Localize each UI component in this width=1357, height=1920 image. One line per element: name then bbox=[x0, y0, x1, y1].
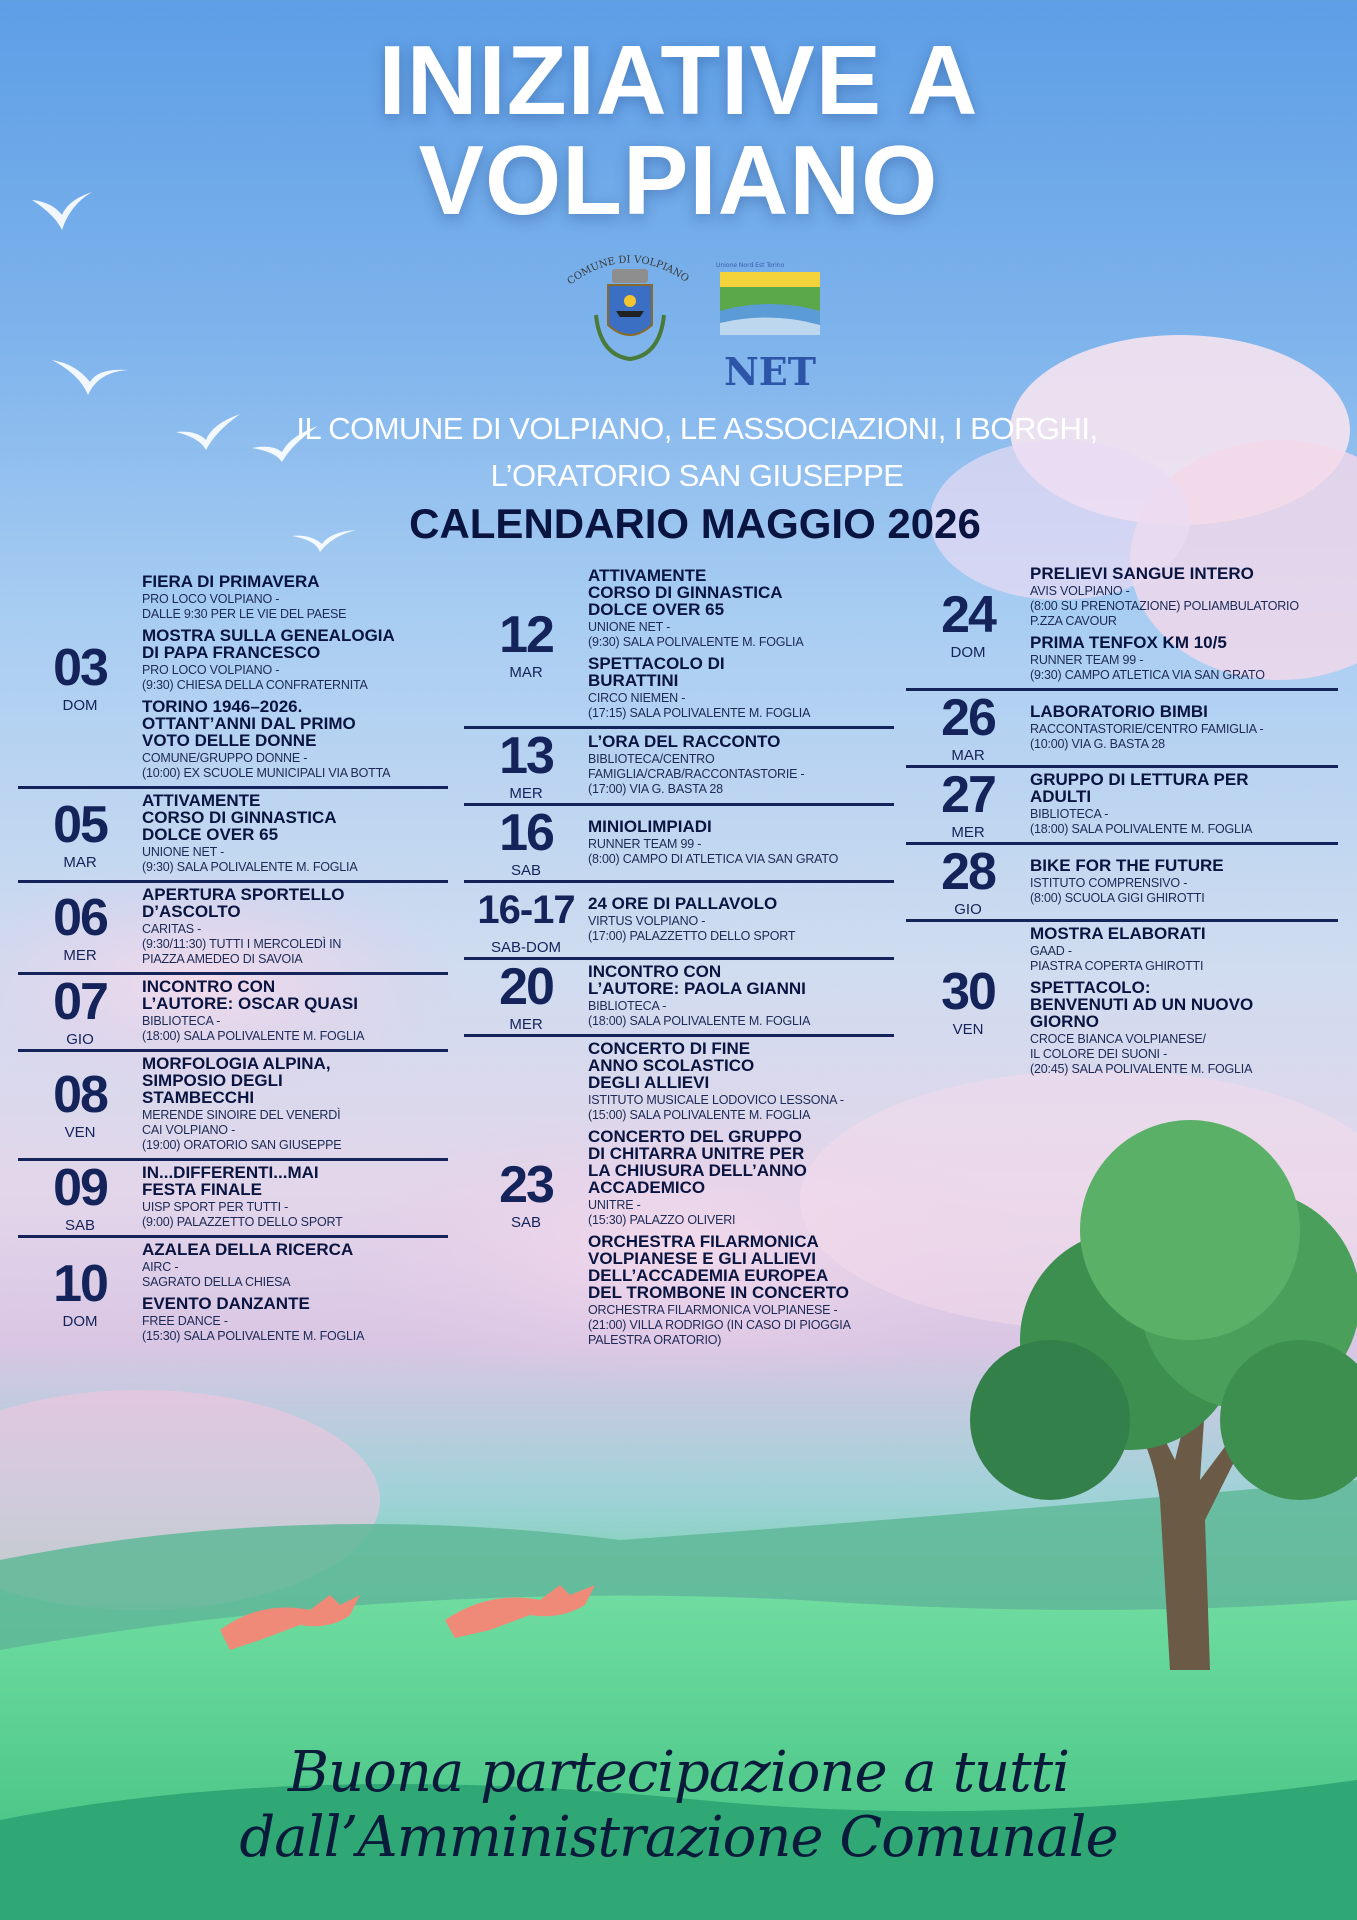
date-badge bbox=[906, 691, 1030, 765]
event-title: INCONTRO CON L’AUTORE: PAOLA GIANNI bbox=[588, 962, 806, 998]
day-number: 26 bbox=[941, 689, 995, 747]
day-of-week: MER bbox=[509, 785, 543, 802]
day-block bbox=[906, 562, 1338, 688]
day-block bbox=[906, 765, 1338, 842]
event-item bbox=[588, 733, 894, 797]
event-title: MOSTRA ELABORATI bbox=[1030, 924, 1206, 943]
day-of-week: MER bbox=[63, 946, 97, 964]
day-of-week: SAB-DOM bbox=[490, 939, 561, 956]
day-block bbox=[18, 570, 448, 786]
day-number: 27 bbox=[941, 766, 995, 824]
event-title: CONCERTO DEL GRUPPO DI CHITARRA UNITRE PER LA CHIUSURA DELL’ANNO ACCADEMICO bbox=[588, 1127, 807, 1197]
event-detail: PIASTRA COPERTA GHIROTTI bbox=[1030, 959, 1204, 973]
event-organizer: BIBLIOTECA/CENTRO bbox=[588, 752, 715, 766]
footer-message: Buona partecipazione a tutti dall’Amministrazione Comunale bbox=[239, 1740, 1118, 1870]
day-number: 30 bbox=[941, 963, 995, 1021]
day-block bbox=[18, 972, 448, 1049]
event-item bbox=[142, 698, 448, 781]
event-detail: (15:30) PALAZZO OLIVERI bbox=[588, 1213, 736, 1227]
event-organizer: BIBLIOTECA - bbox=[588, 999, 667, 1013]
date-badge bbox=[18, 1161, 142, 1235]
event-title: BIKE FOR THE FUTURE bbox=[1030, 855, 1224, 875]
day-number: 10 bbox=[53, 1254, 107, 1313]
event-detail: (8:00) SCUOLA GIGI GHIROTTI bbox=[1030, 890, 1205, 905]
event-item bbox=[142, 1241, 448, 1290]
event-list bbox=[588, 815, 894, 872]
date-badge bbox=[464, 960, 588, 1034]
event-item bbox=[1030, 634, 1338, 683]
event-organizer: COMUNE/GRUPPO DONNE - bbox=[142, 751, 308, 765]
event-organizer: CIRCO NIEMEN - bbox=[588, 691, 686, 705]
event-detail: (15:30) SALA POLIVALENTE M. FOGLIA bbox=[142, 1329, 365, 1343]
date-badge bbox=[18, 795, 142, 872]
day-block bbox=[18, 786, 448, 880]
event-item bbox=[142, 978, 448, 1044]
event-organizer: ORCHESTRA FILARMONICA VOLPIANESE - bbox=[588, 1303, 838, 1317]
calendar-column-3 bbox=[906, 562, 1338, 1082]
day-number: 23 bbox=[499, 1156, 553, 1214]
date-badge bbox=[464, 729, 588, 803]
event-title: AZALEA DELLA RICERCA bbox=[142, 1240, 354, 1259]
event-title: 24 ORE DI PALLAVOLO bbox=[588, 893, 778, 913]
event-title: INCONTRO CON L’AUTORE: OSCAR QUASI bbox=[142, 977, 358, 1013]
calendar-column-2 bbox=[464, 564, 894, 1353]
event-list bbox=[1030, 768, 1338, 842]
day-of-week: DOM bbox=[950, 644, 986, 661]
day-block bbox=[18, 1235, 448, 1349]
event-title: GRUPPO DI LETTURA PER ADULTI bbox=[1030, 770, 1249, 806]
event-organizer: UISP SPORT PER TUTTI - bbox=[142, 1200, 289, 1214]
subtitle-line-2: L’ORATORIO SAN GIUSEPPE bbox=[490, 458, 904, 493]
event-detail: (18:00) SALA POLIVALENTE M. FOGLIA bbox=[1030, 822, 1253, 836]
day-of-week: SAB bbox=[510, 1214, 541, 1231]
day-number: 16-17 bbox=[477, 888, 575, 932]
day-number: 13 bbox=[499, 727, 553, 785]
day-block bbox=[464, 1034, 894, 1353]
date-badge bbox=[464, 806, 588, 880]
day-block bbox=[18, 880, 448, 972]
event-organizer: PRO LOCO VOLPIANO - bbox=[142, 592, 280, 606]
subtitle-line-1: IL COMUNE DI VOLPIANO, LE ASSOCIAZIONI, I BORGHI, bbox=[296, 411, 1098, 446]
event-item bbox=[588, 1040, 894, 1123]
event-detail: FAMIGLIA/CRAB/RACCONTASTORIE - (17:00) VIA G. BASTA 28 bbox=[588, 767, 805, 796]
comune-crest-icon bbox=[565, 254, 690, 359]
comune-logo-label: COMUNE DI VOLPIANO bbox=[565, 254, 691, 288]
day-block bbox=[906, 919, 1338, 1082]
event-item bbox=[588, 567, 894, 650]
event-title: ATTIVAMENTE CORSO DI GINNASTICA DOLCE OVER 65 bbox=[142, 791, 337, 844]
logos bbox=[560, 245, 830, 395]
event-organizer: MERENDE SINOIRE DEL VENERDÌ bbox=[142, 1108, 341, 1122]
event-title: SPETTACOLO: BENVENUTI AD UN NUOVO GIORNO bbox=[1030, 978, 1254, 1031]
event-item bbox=[588, 655, 894, 721]
event-title: APERTURA SPORTELLO D’ASCOLTO bbox=[142, 885, 345, 921]
event-title: ATTIVAMENTE CORSO DI GINNASTICA DOLCE OVER 65 bbox=[588, 566, 783, 619]
day-number: 09 bbox=[53, 1159, 107, 1217]
event-organizer: CARITAS - bbox=[142, 922, 202, 936]
net-logo-icon bbox=[716, 262, 820, 394]
event-organizer: UNIONE NET - bbox=[588, 620, 671, 634]
day-of-week: GIO bbox=[954, 901, 982, 918]
event-list bbox=[588, 960, 894, 1034]
date-badge bbox=[906, 768, 1030, 842]
day-number: 08 bbox=[53, 1066, 107, 1124]
event-detail: DALLE 9:30 PER LE VIE DEL PAESE bbox=[142, 607, 347, 621]
day-number: 05 bbox=[53, 795, 107, 854]
event-list bbox=[1030, 922, 1338, 1082]
event-detail: (21:00) VILLA RODRIGO (IN CASO DI PIOGGIA PALESTRA ORATORIO) bbox=[588, 1318, 851, 1347]
event-organizer: RUNNER TEAM 99 - bbox=[588, 836, 702, 851]
day-of-week: SAB bbox=[510, 862, 541, 879]
event-detail: (8:00 SU PRENOTAZIONE) POLIAMBULATORIO P.ZZA CAVOUR bbox=[1030, 599, 1299, 628]
event-detail: (17:00) PALAZZETTO DELLO SPORT bbox=[588, 928, 796, 943]
event-list bbox=[142, 1161, 448, 1235]
title-line-1: INIZIATIVE A bbox=[378, 25, 979, 135]
event-organizer: PRO LOCO VOLPIANO - bbox=[142, 663, 280, 677]
day-of-week: GIO bbox=[66, 1031, 94, 1048]
event-organizer: FREE DANCE - bbox=[142, 1314, 228, 1328]
event-item bbox=[588, 818, 894, 867]
event-organizer: ISTITUTO COMPRENSIVO - bbox=[1030, 875, 1188, 890]
event-item bbox=[588, 1128, 894, 1228]
net-logo-small: Unione Nord Est Torino bbox=[716, 262, 785, 269]
event-title: FIERA DI PRIMAVERA bbox=[142, 572, 320, 591]
event-list bbox=[588, 564, 894, 726]
event-list bbox=[142, 1238, 448, 1349]
event-list bbox=[588, 730, 894, 802]
event-title: EVENTO DANZANTE bbox=[142, 1294, 310, 1313]
date-badge bbox=[464, 608, 588, 682]
event-list bbox=[142, 789, 448, 880]
event-item bbox=[142, 627, 448, 693]
page-title bbox=[0, 25, 1357, 235]
event-organizer: UNITRE - bbox=[588, 1198, 641, 1212]
event-list bbox=[142, 1052, 448, 1158]
event-item bbox=[588, 895, 894, 944]
day-number: 03 bbox=[53, 639, 107, 697]
event-list bbox=[142, 883, 448, 972]
event-item bbox=[1030, 771, 1338, 837]
event-organizer: VIRTUS VOLPIANO - bbox=[588, 913, 706, 928]
date-badge bbox=[906, 965, 1030, 1039]
event-detail: (9:30) SALA POLIVALENTE M. FOGLIA bbox=[588, 635, 804, 649]
day-block bbox=[464, 564, 894, 726]
event-detail: (9:30) CAMPO ATLETICA VIA SAN GRATO bbox=[1030, 668, 1265, 682]
date-badge bbox=[18, 888, 142, 965]
event-detail: (9:00) PALAZZETTO DELLO SPORT bbox=[142, 1215, 343, 1229]
event-detail: (10:00) VIA G. BASTA 28 bbox=[1030, 736, 1165, 751]
day-number: 28 bbox=[941, 843, 995, 901]
event-title: LABORATORIO BIMBI bbox=[1030, 701, 1208, 721]
event-detail: (15:00) SALA POLIVALENTE M. FOGLIA bbox=[588, 1108, 811, 1122]
event-title: IN...DIFFERENTI...MAI FESTA FINALE bbox=[142, 1163, 319, 1199]
day-block bbox=[18, 1158, 448, 1235]
event-organizer: AIRC - bbox=[142, 1260, 179, 1274]
day-of-week: DOM bbox=[62, 697, 98, 714]
event-item bbox=[1030, 979, 1338, 1077]
day-of-week: MAR bbox=[509, 664, 543, 681]
date-badge bbox=[18, 641, 142, 715]
calendar-title: CALENDARIO MAGGIO 2026 bbox=[409, 500, 981, 547]
day-of-week: SAB bbox=[64, 1217, 95, 1234]
subtitle bbox=[0, 405, 1357, 499]
event-list bbox=[588, 892, 894, 949]
date-badge bbox=[906, 845, 1030, 919]
event-list bbox=[142, 570, 448, 786]
day-of-week: MAR bbox=[951, 747, 985, 764]
event-organizer: BIBLIOTECA - bbox=[1030, 807, 1109, 821]
day-of-week: VEN bbox=[64, 1124, 96, 1141]
event-detail: (8:00) CAMPO DI ATLETICA VIA SAN GRATO bbox=[588, 851, 839, 866]
day-number: 07 bbox=[53, 973, 107, 1031]
event-title: SPETTACOLO DI BURATTINI bbox=[588, 654, 725, 690]
date-badge bbox=[18, 1254, 142, 1331]
event-item bbox=[142, 1055, 448, 1153]
event-list bbox=[142, 975, 448, 1049]
day-of-week: MER bbox=[509, 1016, 543, 1033]
event-detail: (9:30) SALA POLIVALENTE M. FOGLIA bbox=[142, 860, 358, 874]
event-list bbox=[1030, 700, 1338, 757]
event-item bbox=[1030, 703, 1338, 752]
day-block bbox=[906, 842, 1338, 919]
date-badge bbox=[906, 588, 1030, 662]
event-detail: CAI VOLPIANO - (19:00) ORATORIO SAN GIUSEPPE bbox=[142, 1123, 342, 1152]
event-title: MOSTRA SULLA GENEALOGIA DI PAPA FRANCESCO bbox=[142, 626, 395, 662]
day-number: 24 bbox=[941, 586, 995, 644]
event-item bbox=[1030, 857, 1338, 906]
event-item bbox=[142, 1295, 448, 1344]
day-block bbox=[464, 726, 894, 803]
net-logo-label: NET bbox=[724, 349, 816, 394]
event-detail: (18:00) SALA POLIVALENTE M. FOGLIA bbox=[142, 1029, 365, 1043]
day-block bbox=[18, 1049, 448, 1158]
event-organizer: GAAD - bbox=[1030, 944, 1072, 958]
event-detail: (10:00) EX SCUOLE MUNICIPALI VIA BOTTA bbox=[142, 766, 391, 780]
event-detail: SAGRATO DELLA CHIESA bbox=[142, 1275, 291, 1289]
day-number: 12 bbox=[499, 606, 553, 664]
date-badge bbox=[18, 975, 142, 1049]
event-title: TORINO 1946–2026. OTTANT’ANNI DAL PRIMO VOTO DELLE DONNE bbox=[142, 697, 356, 750]
event-title: MORFOLOGIA ALPINA, SIMPOSIO DEGLI STAMBECCHI bbox=[142, 1054, 331, 1107]
calendar-column-1 bbox=[18, 570, 448, 1349]
event-organizer: RACCONTASTORIE/CENTRO FAMIGLIA - bbox=[1030, 721, 1264, 736]
event-item bbox=[142, 792, 448, 875]
day-block bbox=[464, 880, 894, 957]
day-number: 20 bbox=[499, 958, 553, 1016]
day-number: 16 bbox=[499, 804, 553, 862]
event-item bbox=[142, 886, 448, 967]
event-list bbox=[1030, 854, 1338, 911]
event-title: PRIMA TENFOX KM 10/5 bbox=[1030, 633, 1227, 652]
event-organizer: ISTITUTO MUSICALE LODOVICO LESSONA - bbox=[588, 1093, 844, 1107]
event-detail: IL COLORE DEI SUONI - (20:45) SALA POLIVALENTE M. FOGLIA bbox=[1030, 1047, 1253, 1076]
day-block bbox=[464, 803, 894, 880]
event-list bbox=[588, 1037, 894, 1353]
title-line-2: VOLPIANO bbox=[418, 125, 939, 235]
event-title: PRELIEVI SANGUE INTERO bbox=[1030, 564, 1254, 583]
event-detail: (9:30/11:30) TUTTI I MERCOLEDÌ IN PIAZZA AMEDEO DI SAVOIA bbox=[142, 937, 342, 966]
event-item bbox=[1030, 565, 1338, 629]
event-detail: (18:00) SALA POLIVALENTE M. FOGLIA bbox=[588, 1014, 811, 1028]
event-detail: (17:15) SALA POLIVALENTE M. FOGLIA bbox=[588, 706, 811, 720]
date-badge bbox=[464, 883, 588, 957]
event-item bbox=[588, 963, 894, 1029]
date-badge bbox=[464, 1158, 588, 1232]
event-title: ORCHESTRA FILARMONICA VOLPIANESE E GLI ALLIEVI DELL’ACCADEMIA EUROPEA DEL TROMBONE IN CONCERTO bbox=[588, 1232, 849, 1302]
day-block bbox=[906, 688, 1338, 765]
event-title: MINIOLIMPIADI bbox=[588, 816, 712, 836]
event-organizer: RUNNER TEAM 99 - bbox=[1030, 653, 1144, 667]
event-item bbox=[142, 1164, 448, 1230]
event-item bbox=[588, 1233, 894, 1348]
event-organizer: BIBLIOTECA - bbox=[142, 1014, 221, 1028]
day-of-week: DOM bbox=[62, 1312, 98, 1330]
event-list bbox=[1030, 562, 1338, 688]
event-title: L’ORA DEL RACCONTO bbox=[588, 732, 781, 751]
day-number: 06 bbox=[53, 888, 107, 947]
event-title: CONCERTO DI FINE ANNO SCOLASTICO DEGLI ALLIEVI bbox=[588, 1039, 755, 1092]
day-of-week: VEN bbox=[952, 1021, 984, 1038]
event-detail: (9:30) CHIESA DELLA CONFRATERNITA bbox=[142, 678, 368, 692]
date-badge bbox=[18, 1068, 142, 1142]
day-of-week: MAR bbox=[63, 853, 97, 871]
event-item bbox=[142, 573, 448, 622]
event-organizer: CROCE BIANCA VOLPIANESE/ bbox=[1030, 1032, 1206, 1046]
day-block bbox=[464, 957, 894, 1034]
event-item bbox=[1030, 925, 1338, 974]
event-organizer: AVIS VOLPIANO - bbox=[1030, 584, 1130, 598]
day-of-week: MER bbox=[951, 824, 985, 841]
event-organizer: UNIONE NET - bbox=[142, 845, 225, 859]
